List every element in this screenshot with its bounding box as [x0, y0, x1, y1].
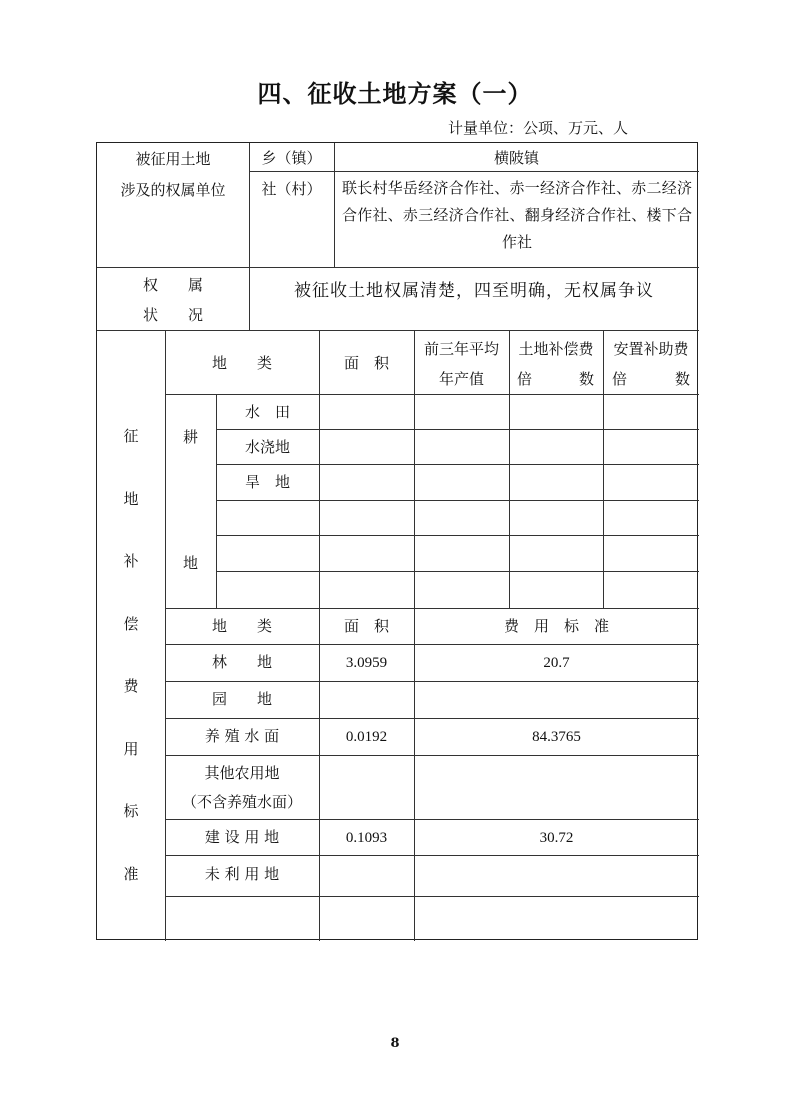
cultivated-row-irrigated: 水浇地	[244, 438, 290, 456]
page-title: 四、征收土地方案（一）	[257, 80, 533, 108]
status-value: 被征收土地权属清楚，四至明确，无权属争议	[294, 281, 654, 301]
row-garden-type: 园 地	[211, 690, 272, 708]
header-resettle-count: 数	[675, 370, 691, 388]
side-label-char: 补	[123, 552, 139, 570]
header2-standard: 费 用 标 准	[503, 617, 609, 635]
compensation-side-label	[97, 405, 165, 905]
header-area: 面 积	[343, 354, 389, 372]
side-label-char: 地	[123, 489, 139, 508]
row-forest-type: 林 地	[211, 653, 272, 671]
cultivated-label-top: 耕	[182, 428, 198, 446]
side-label-char: 征	[123, 427, 139, 445]
row-other-agri-type-line1: 其他农用地	[204, 764, 280, 782]
rule-crow-1	[216, 429, 699, 430]
side-label-char: 费	[123, 677, 139, 695]
page-number: 8	[390, 1036, 400, 1051]
rule-orow-2	[165, 718, 699, 719]
rule-township	[249, 171, 699, 172]
row-construction-type: 建 设 用 地	[204, 828, 280, 846]
header-land-comp-multiple: 倍	[517, 370, 533, 388]
row-aquaculture-type: 养 殖 水 面	[204, 727, 280, 745]
rule-ownership-end	[97, 267, 699, 268]
header2-land-type: 地 类	[211, 617, 272, 635]
village-value: 联长村华岳经济合作社、赤一经济合作社、赤二经济合作社、赤三经济合作社、翻身经济合作社、楼下合作社	[342, 179, 692, 251]
row-other-agri-type-line2: （不含养殖水面）	[181, 793, 302, 811]
rule-orow-3	[165, 755, 699, 756]
row-unused-type: 未 利 用 地	[204, 865, 280, 883]
village-label: 社（村）	[261, 180, 322, 198]
header-resettle-multiple: 倍	[612, 370, 628, 388]
unit-note: 计量单位：公项、万元、人	[448, 119, 629, 137]
row-aquaculture-standard: 84.3765	[532, 729, 581, 745]
rule-orow-5	[165, 855, 699, 856]
rule-orow-4	[165, 819, 699, 820]
row-forest-area: 3.0959	[345, 655, 388, 671]
rule-status-end	[97, 330, 699, 331]
row-forest-standard: 20.7	[543, 655, 570, 671]
rule-header2-end	[165, 644, 699, 645]
header-avg-output-line2: 年产值	[438, 370, 484, 388]
side-label-char: 标	[123, 802, 139, 820]
header-resettle-line1: 安置补助费	[613, 340, 689, 358]
rule-v-resettle	[603, 330, 604, 608]
cultivated-row-paddy: 水 田	[244, 403, 290, 421]
side-label-char: 准	[123, 864, 139, 883]
side-label-char: 偿	[123, 614, 139, 633]
ownership-label-line1: 被征用土地	[135, 150, 211, 168]
rule-crow-3	[216, 500, 699, 501]
rule-orow-6	[165, 896, 699, 897]
rule-v-landcomp	[509, 330, 510, 608]
cultivated-label-bottom: 地	[182, 554, 198, 572]
status-label-line2: 状 况	[142, 306, 203, 324]
rule-crow-2	[216, 464, 699, 465]
side-label-char: 用	[123, 739, 139, 758]
cultivated-row-dry: 旱 地	[244, 473, 290, 491]
rule-crow-4	[216, 535, 699, 536]
header-land-comp-line1: 土地补偿费	[518, 340, 594, 358]
row-construction-area: 0.1093	[345, 830, 388, 846]
township-label: 乡（镇）	[261, 149, 322, 167]
rule-header-end	[165, 394, 699, 395]
header2-area: 面 积	[343, 617, 389, 635]
header-avg-output-line1: 前三年平均	[423, 340, 499, 358]
rule-cultivated-end	[165, 608, 699, 609]
rule-crow-5	[216, 571, 699, 572]
rule-v-cultivated	[216, 394, 217, 608]
township-value: 横陂镇	[493, 149, 539, 167]
row-construction-standard: 30.72	[539, 830, 574, 846]
row-aquaculture-area: 0.0192	[345, 729, 388, 745]
ownership-label-line2: 涉及的权属单位	[120, 181, 226, 199]
header-land-comp-count: 数	[579, 370, 595, 388]
status-label-line1: 权 属	[142, 276, 203, 294]
header-land-type: 地 类	[211, 354, 272, 372]
land-expropriation-table	[96, 142, 698, 940]
rule-orow-1	[165, 681, 699, 682]
